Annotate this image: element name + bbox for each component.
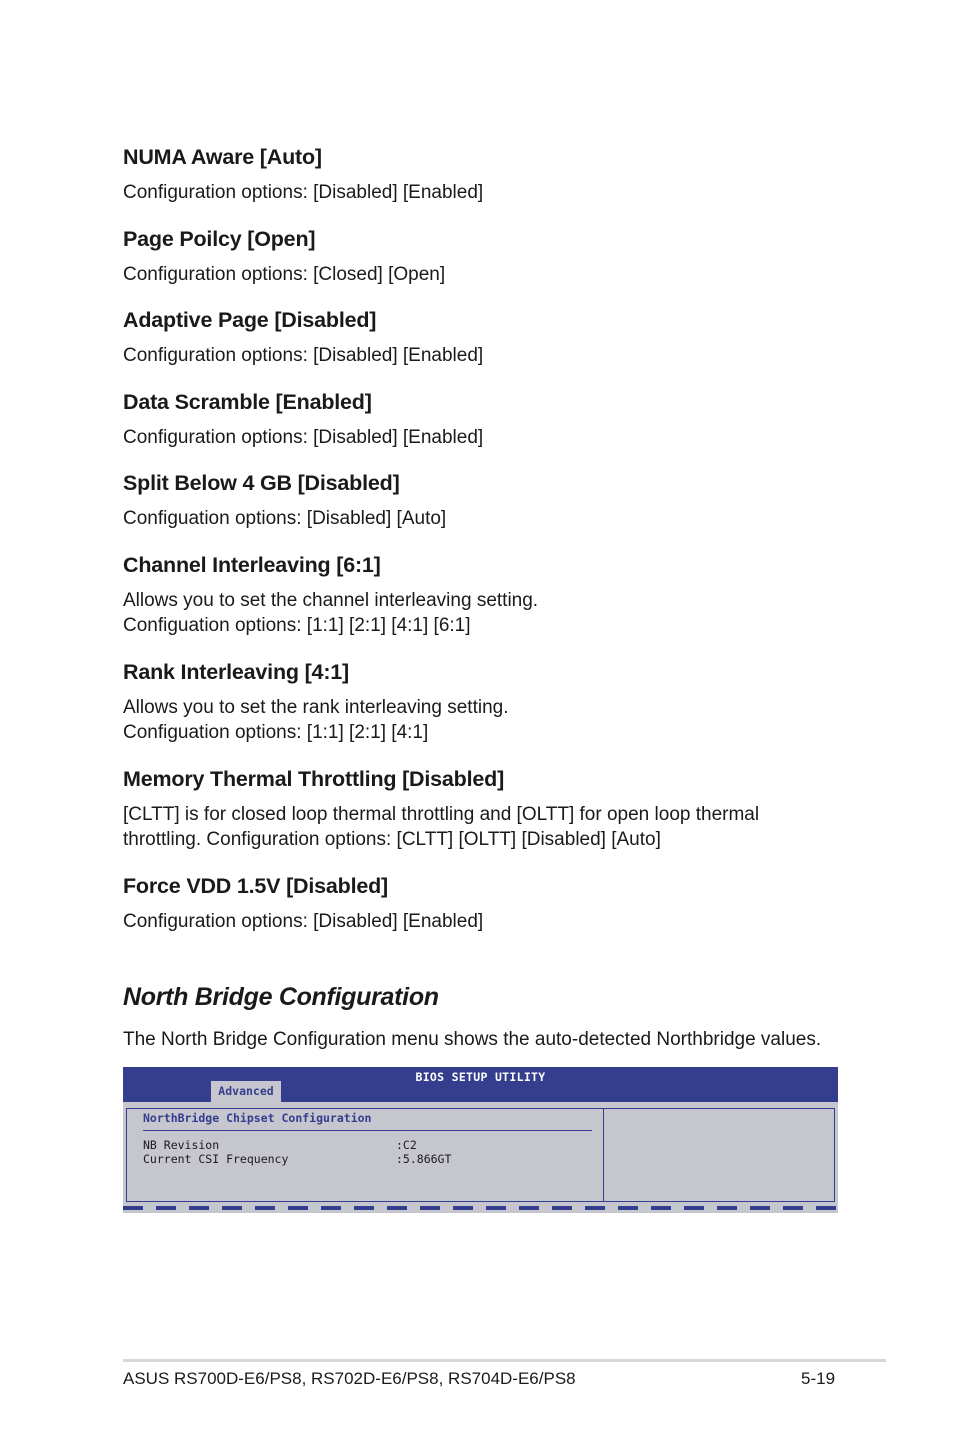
setting-options: Configuation options: [1:1] [2:1] [4:1] [123, 722, 429, 743]
bios-title: BIOS SETUP UTILITY [415, 1070, 546, 1084]
setting-options: Configuation options: [1:1] [2:1] [4:1] [6:1] [123, 615, 471, 636]
setting-title: NUMA Aware [Auto] [123, 145, 322, 169]
row-value: :5.866GT [396, 1152, 452, 1166]
setting-title: Force VDD 1.5V [Disabled] [123, 873, 389, 898]
setting-description: Configuration options: [Disabled] [Enabled] [123, 426, 484, 448]
row-label: Current CSI Frequency [143, 1152, 289, 1166]
setting-channel-interleaving [123, 552, 863, 639]
setting-title: Data Scramble [Enabled] [123, 389, 372, 414]
bios-header [123, 1067, 838, 1102]
setting-description: Configuation options: [Disabled] [Auto] [123, 508, 447, 529]
setting-title: Channel Interleaving [6:1] [123, 552, 381, 577]
page-number: 5-19 [801, 1369, 836, 1388]
setting-description: Allows you to set the channel interleaving setting. [123, 589, 539, 611]
panel-heading: NorthBridge Chipset Configuration [143, 1111, 372, 1125]
row-label: NB Revision [143, 1138, 220, 1152]
section-title: North Bridge Configuration [123, 983, 439, 1011]
setting-page-policy [123, 226, 863, 288]
setting-description: Configuration options: [Disabled] [Enabled] [123, 182, 484, 203]
setting-rank-interleaving [123, 659, 863, 746]
section-description: The North Bridge Configuration menu shows the auto-detected Northbridge values. [123, 1029, 822, 1050]
setting-title: Page Poilcy [Open] [123, 226, 316, 251]
setting-title: Split Below 4 GB [Disabled] [123, 471, 400, 495]
setting-force-vdd [123, 873, 863, 935]
setting-title: Memory Thermal Throttling [Disabled] [123, 766, 505, 791]
setting-data-scramble [123, 389, 863, 451]
footer-product-names: ASUS RS700D-E6/PS8, RS702D-E6/PS8, RS704D-E6/PS8 [123, 1369, 576, 1388]
csi-frequency-row [143, 1152, 451, 1166]
setting-split-below-4gb [123, 470, 863, 532]
bios-screenshot [123, 1067, 838, 1215]
bios-body [123, 1102, 838, 1206]
setting-numa-aware [123, 144, 863, 206]
setting-description: Configuration options: [Disabled] [Enabled] [123, 345, 484, 366]
setting-memory-thermal-throttling [123, 766, 863, 853]
setting-options: throttling. Configuration options: [CLTT] [OLTT] [Disabled] [Auto] [123, 829, 661, 850]
setting-description: [CLTT] is for closed loop thermal throttling and [OLTT] for open loop thermal [123, 803, 760, 825]
row-value: :C2 [396, 1138, 417, 1152]
bios-bottom-strip [123, 1210, 838, 1213]
nb-revision-row [143, 1138, 417, 1152]
footer-divider [123, 1359, 886, 1362]
bios-help-panel [603, 1108, 835, 1202]
bios-main-panel [126, 1108, 603, 1202]
settings-list [123, 144, 863, 934]
setting-adaptive-page [123, 307, 863, 369]
setting-description: Configuration options: [Disabled] [Enabled] [123, 910, 484, 932]
setting-description: Configuration options: [Closed] [Open] [123, 263, 446, 285]
divider [143, 1130, 592, 1131]
tab-advanced[interactable]: Advanced [211, 1081, 281, 1102]
setting-title: Adaptive Page [Disabled] [123, 308, 377, 332]
setting-description: Allows you to set the rank interleaving setting. [123, 696, 509, 718]
setting-title: Rank Interleaving [4:1] [123, 659, 349, 684]
